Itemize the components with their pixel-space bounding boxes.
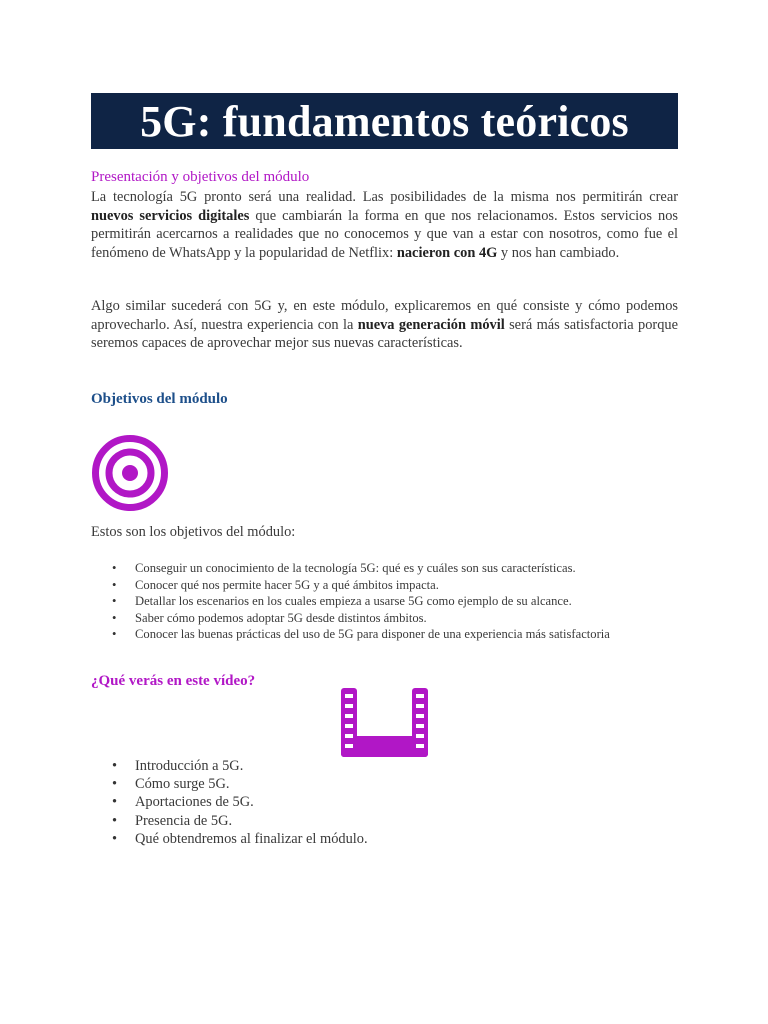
objectives-intro: Estos son los objetivos del módulo: — [91, 524, 296, 540]
page-title: 5G: fundamentos teóricos — [91, 93, 678, 149]
video-topics-list — [91, 757, 368, 848]
target-icon — [91, 434, 169, 512]
film-strip-icon — [341, 688, 428, 757]
presentation-paragraph-1: La tecnología 5G pronto será una realidad. Las posibilidades de la misma nos permitirán crear nuevos servicios digitales que cambiarán la forma en que nos relacionamos. Estos servicios nos permitirán acercarnos a realidades que no conocemos y que van a estar con nosotros, como fue el fenómeno de WhatsApp y la popularidad de Netflix: nacieron con 4G y nos han cambiado. — [91, 189, 678, 261]
list-item: • Conseguir un conocimiento de la tecnología 5G: qué es y cuáles son sus características. — [91, 560, 610, 577]
list-item: • Cómo surge 5G. — [91, 775, 368, 793]
list-item: • Conocer las buenas prácticas del uso de 5G para disponer de una experiencia más satisfactoria — [91, 626, 610, 643]
list-item: • Qué obtendremos al finalizar el módulo. — [91, 830, 368, 848]
list-item: • Aportaciones de 5G. — [91, 793, 368, 811]
objectives-heading: Objetivos del módulo — [91, 391, 228, 407]
list-item: • Introducción a 5G. — [91, 757, 368, 775]
list-item: • Presencia de 5G. — [91, 812, 368, 830]
presentation-heading: Presentación y objetivos del módulo — [91, 169, 310, 185]
list-item: • Conocer qué nos permite hacer 5G y a qué ámbitos impacta. — [91, 577, 610, 594]
objectives-list — [91, 560, 610, 643]
list-item: • Saber cómo podemos adoptar 5G desde distintos ámbitos. — [91, 610, 610, 627]
video-heading: ¿Qué verás en este vídeo? — [91, 673, 256, 689]
presentation-paragraph-2: Algo similar sucederá con 5G y, en este módulo, explicaremos en qué consiste y cómo podemos aprovecharlo. Así, nuestra experiencia con la nueva generación móvil será más satisfactoria porque seremos capaces de aprovechar mejor sus nuevas características. — [91, 298, 678, 351]
list-item: • Detallar los escenarios en los cuales empieza a usarse 5G como ejemplo de su alcance. — [91, 593, 610, 610]
